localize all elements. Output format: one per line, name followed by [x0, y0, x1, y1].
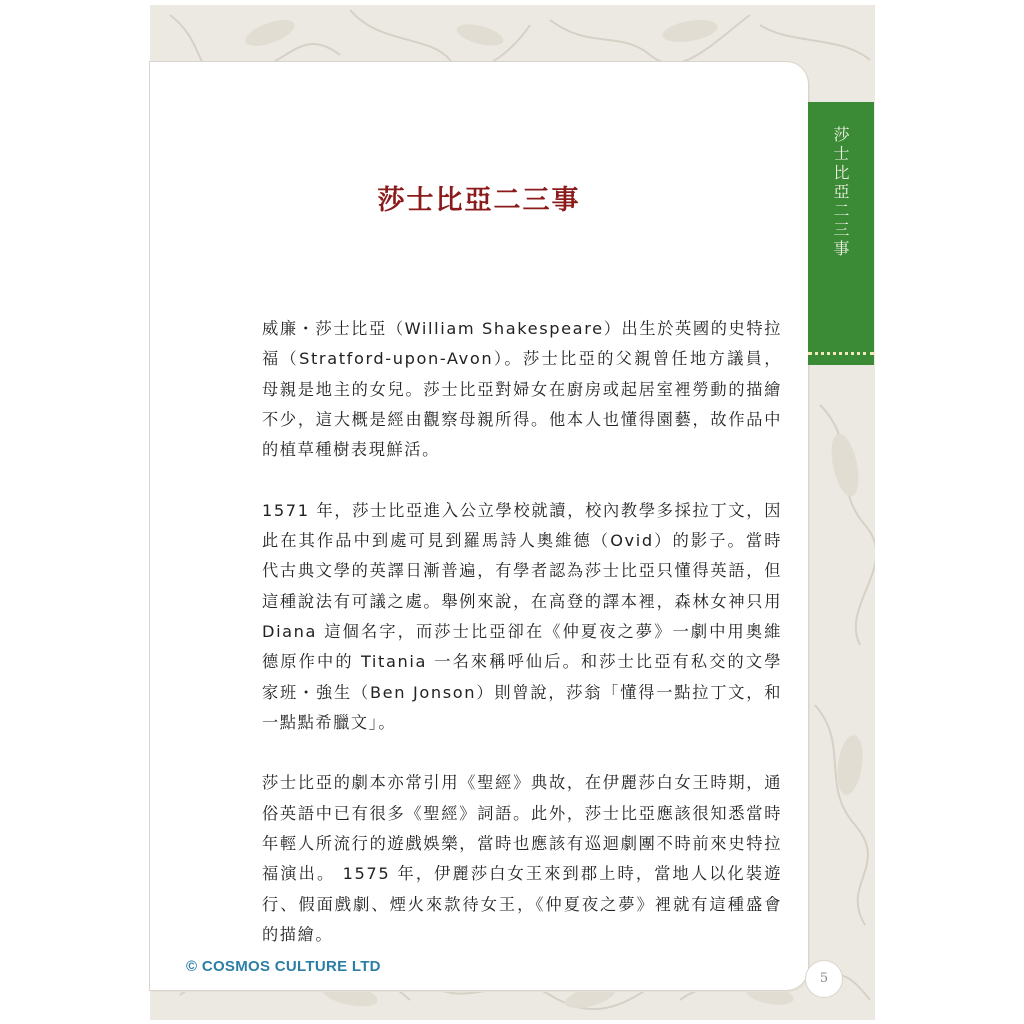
- page-title: 莎士比亞二三事: [377, 185, 581, 216]
- page-number: 5: [805, 960, 843, 998]
- paragraph-1: 威廉・莎士比亞（William Shakespeare）出生於英國的史特拉福（Stratford-upon-Avon）。莎士比亞的父親曾任地方議員，母親是地主的女兒。莎士比亞對婦女在廚房或起居室裡勞動的描繪不少，這大概是經由觀察母親所得。他本人也懂得園藝，故作品中的植草種樹表現鮮活。: [262, 319, 782, 460]
- paragraph-3: 莎士比亞的劇本亦常引用《聖經》典故，在伊麗莎白女王時期，通俗英語中已有很多《聖經》詞語。此外，莎士比亞應該很知悉當時年輕人所流行的遊戲娛樂，當時也應該有巡迴劇團不時前來史特拉福演出。 1575 年，伊麗莎白女王來到郡上時，當地人以化裝遊行、假面戲劇、煙火來款待女王，《仲夏夜之夢》裡就有這種盛會的描繪。: [262, 773, 782, 944]
- side-tab-label: 莎士比亞二三事: [831, 126, 850, 259]
- side-tab-dotted-divider: [808, 352, 874, 355]
- article-body: [262, 314, 782, 981]
- paragraph-2: 1571 年，莎士比亞進入公立學校就讀，校內教學多採拉丁文，因此在其作品中到處可見到羅馬詩人奧維德（Ovid）的影子。當時代古典文學的英譯日漸普遍，有學者認為莎士比亞只懂得英語，但這種說法有可議之處。舉例來說，在高登的譯本裡，森林女神只用 Diana 這個名字，而莎士比亞卻在《仲夏夜之夢》一劇中用奧維德原作中的 Titania 一名來稱呼仙后。和莎士比亞有私交的文學家班・強生（Ben Jonson）則曾說，莎翁「懂得一點拉丁文，和一點點希臘文」。: [262, 500, 782, 732]
- copyright-notice: © COSMOS CULTURE LTD: [186, 958, 381, 975]
